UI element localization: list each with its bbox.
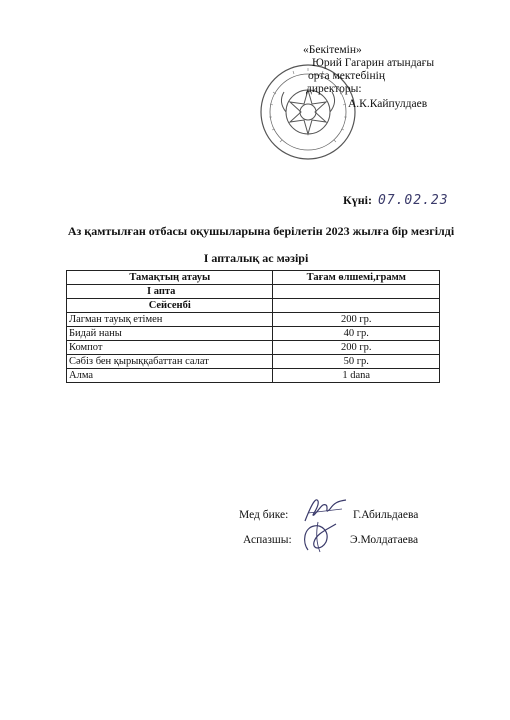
dish-name: Сәбіз бен қырыққабаттан салат	[67, 355, 273, 369]
empty-cell	[273, 299, 440, 313]
day-label: Сейсенбі	[67, 299, 273, 313]
table-row	[67, 327, 440, 341]
dish-amount: 200 гр.	[273, 341, 440, 355]
approval-director-name: А.К.Кайпулдаев	[348, 98, 428, 110]
cook-label: Аспазшы:	[243, 534, 292, 546]
day-row	[67, 299, 440, 313]
table-header-row	[67, 271, 440, 285]
nurse-name: Г.Абильдаева	[353, 509, 419, 521]
empty-cell	[273, 285, 440, 299]
document-subtitle: I апталық ас мәзірі	[203, 251, 309, 265]
cook-signature	[300, 520, 340, 554]
date-line	[343, 193, 449, 208]
nurse-label: Мед бике:	[239, 509, 289, 521]
approval-position: директоры:	[306, 83, 362, 95]
header-portion-size: Тағам өлшемі,грамм	[273, 271, 440, 285]
approval-block	[300, 44, 434, 111]
date-label: Күні:	[343, 193, 372, 207]
document-title: Аз қамтылған отбасы оқушыларына берілетін 2023 жылға бір мезгілді	[67, 224, 455, 238]
header-dish-name: Тамақтың атауы	[67, 271, 273, 285]
cook-name: Э.Молдатаева	[350, 534, 419, 546]
approval-school-name: Юрий Гагарин атындағы	[312, 57, 435, 69]
week-row	[67, 285, 440, 299]
dish-amount: 200 гр.	[273, 313, 440, 327]
dish-name: Лагман тауық етімен	[67, 313, 273, 327]
table-row	[67, 369, 440, 383]
table-row	[67, 341, 440, 355]
menu-table	[66, 270, 440, 383]
dish-amount: 50 гр.	[273, 355, 440, 369]
dish-amount: 1 dana	[273, 369, 440, 383]
table-row	[67, 355, 440, 369]
approval-heading: «Бекітемін»	[303, 44, 362, 56]
week-label: I апта	[67, 285, 273, 299]
dish-name: Бидай наны	[67, 327, 273, 341]
date-value: 07.02.23	[377, 193, 449, 208]
dish-name: Компот	[67, 341, 273, 355]
approval-school-type: орта мектебінің	[308, 70, 385, 82]
table-row	[67, 313, 440, 327]
dish-amount: 40 гр.	[273, 327, 440, 341]
dish-name: Алма	[67, 369, 273, 383]
